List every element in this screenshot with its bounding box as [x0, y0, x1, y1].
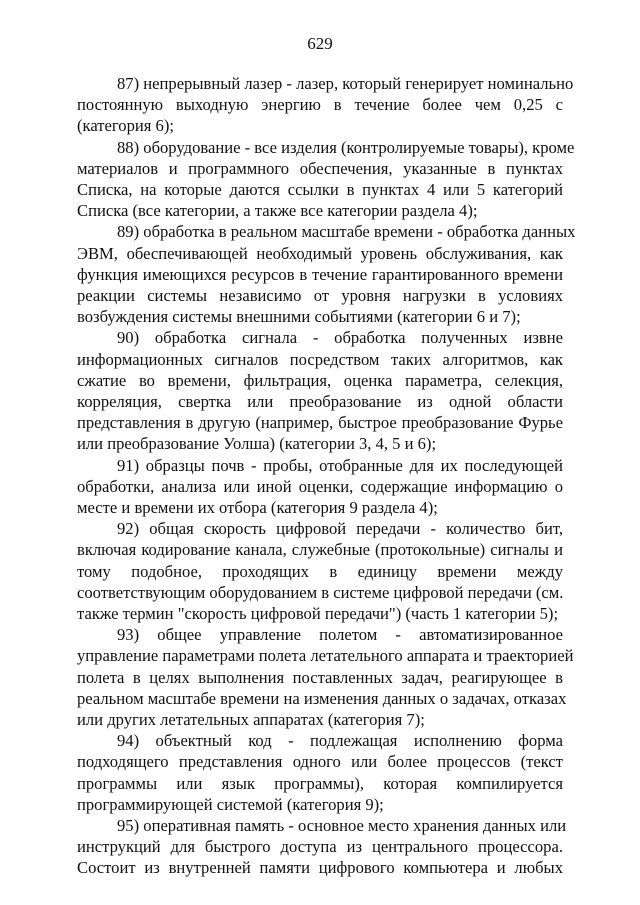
text-line: корреляция, свертка или преобразование из одной области — [77, 392, 563, 411]
text-line: сжатие во времени, фильтрация, оценка параметра, селекция, — [77, 370, 563, 390]
text-line: 90) обработка сигнала - обработка полученных извне — [117, 328, 563, 348]
text-line: реакции системы независимо от уровня нагрузки в условиях — [77, 286, 563, 305]
text-line: Состоит из внутренней памяти цифрового компьютера и любых — [77, 858, 563, 878]
text-line: управление параметрами полета летательного аппарата и траекторией — [77, 646, 574, 666]
text-line: программы или язык программы), которая компилируется — [77, 773, 563, 793]
text-line: 94) объектный код - подлежащая исполнению форма — [117, 731, 563, 751]
text-line: ЭВМ, обеспечивающей необходимый уровень обслуживания, как — [77, 243, 563, 263]
text-line: 91) образцы почв - пробы, отобранные для их последующей — [117, 455, 563, 475]
text-line: подходящего представления одного или более процессов (текст — [77, 752, 563, 772]
text-line: материалов и программного обеспечения, указанные в пунктах — [77, 158, 563, 178]
text-line: 87) непрерывный лазер - лазер, который генерирует номинально — [117, 74, 574, 93]
text-line: 95) оперативная память - основное место хранения данных или — [117, 816, 567, 835]
text-line: реальном масштабе времени на изменения данных о задачах, отказах — [77, 688, 567, 708]
text-line: тому подобное, проходящих в единицу времени между — [77, 561, 563, 581]
text-line: 88) оборудование - все изделия (контролируемые товары), кроме — [117, 137, 575, 157]
text-line: представления в другую (например, быстрое преобразование Фурье — [77, 413, 563, 433]
text-line: инструкций для быстрого доступа из центрального процессора. — [77, 837, 563, 857]
text-line: 93) общее управление полетом - автоматизированное — [117, 625, 563, 645]
text-line: информационных сигналов посредством таких алгоритмов, как — [77, 349, 563, 369]
text-line: Списка, на которые даются ссылки в пунктах 4 или 5 категорий — [77, 180, 563, 199]
text-line: функция имеющихся ресурсов в течение гарантированного времени — [77, 264, 563, 284]
text-line: месте и времени их отбора (категория 9 раздела 4); — [77, 498, 438, 517]
text-line: программирующей системой (категория 9); — [77, 794, 384, 814]
text-line: 92) общая скорость цифровой передачи - количество бит, — [117, 519, 563, 539]
text-line: включая кодирование канала, служебные (протокольные) сигналы и — [77, 540, 563, 560]
text-line: или других летательных аппаратах (категория 7); — [77, 710, 425, 729]
text-line: постоянную выходную энергию в течение более чем 0,25 с — [77, 95, 563, 115]
text-line: или преобразование Уолша) (категории 3, 4, 5 и 6); — [77, 434, 437, 454]
text-line: обработки, анализа или иной оценки, содержащие информацию о — [77, 476, 563, 496]
text-line: возбуждения системы внешними событиями (категории 6 и 7); — [77, 307, 521, 327]
text-line: 89) обработка в реальном масштабе времени - обработка данных — [117, 222, 576, 242]
text-line: (категория 6); — [77, 116, 174, 136]
text-line: соответствующим оборудованием в системе цифровой передачи (см. — [77, 582, 564, 602]
page-number: 629 — [307, 34, 333, 53]
text-line: полета в целях выполнения поставленных задач, реагирующее в — [77, 667, 563, 687]
text-line: Списка (все категории, а также все категории раздела 4); — [77, 201, 478, 221]
text-line: также термин "скорость цифровой передачи") (часть 1 категории 5); — [77, 604, 559, 623]
